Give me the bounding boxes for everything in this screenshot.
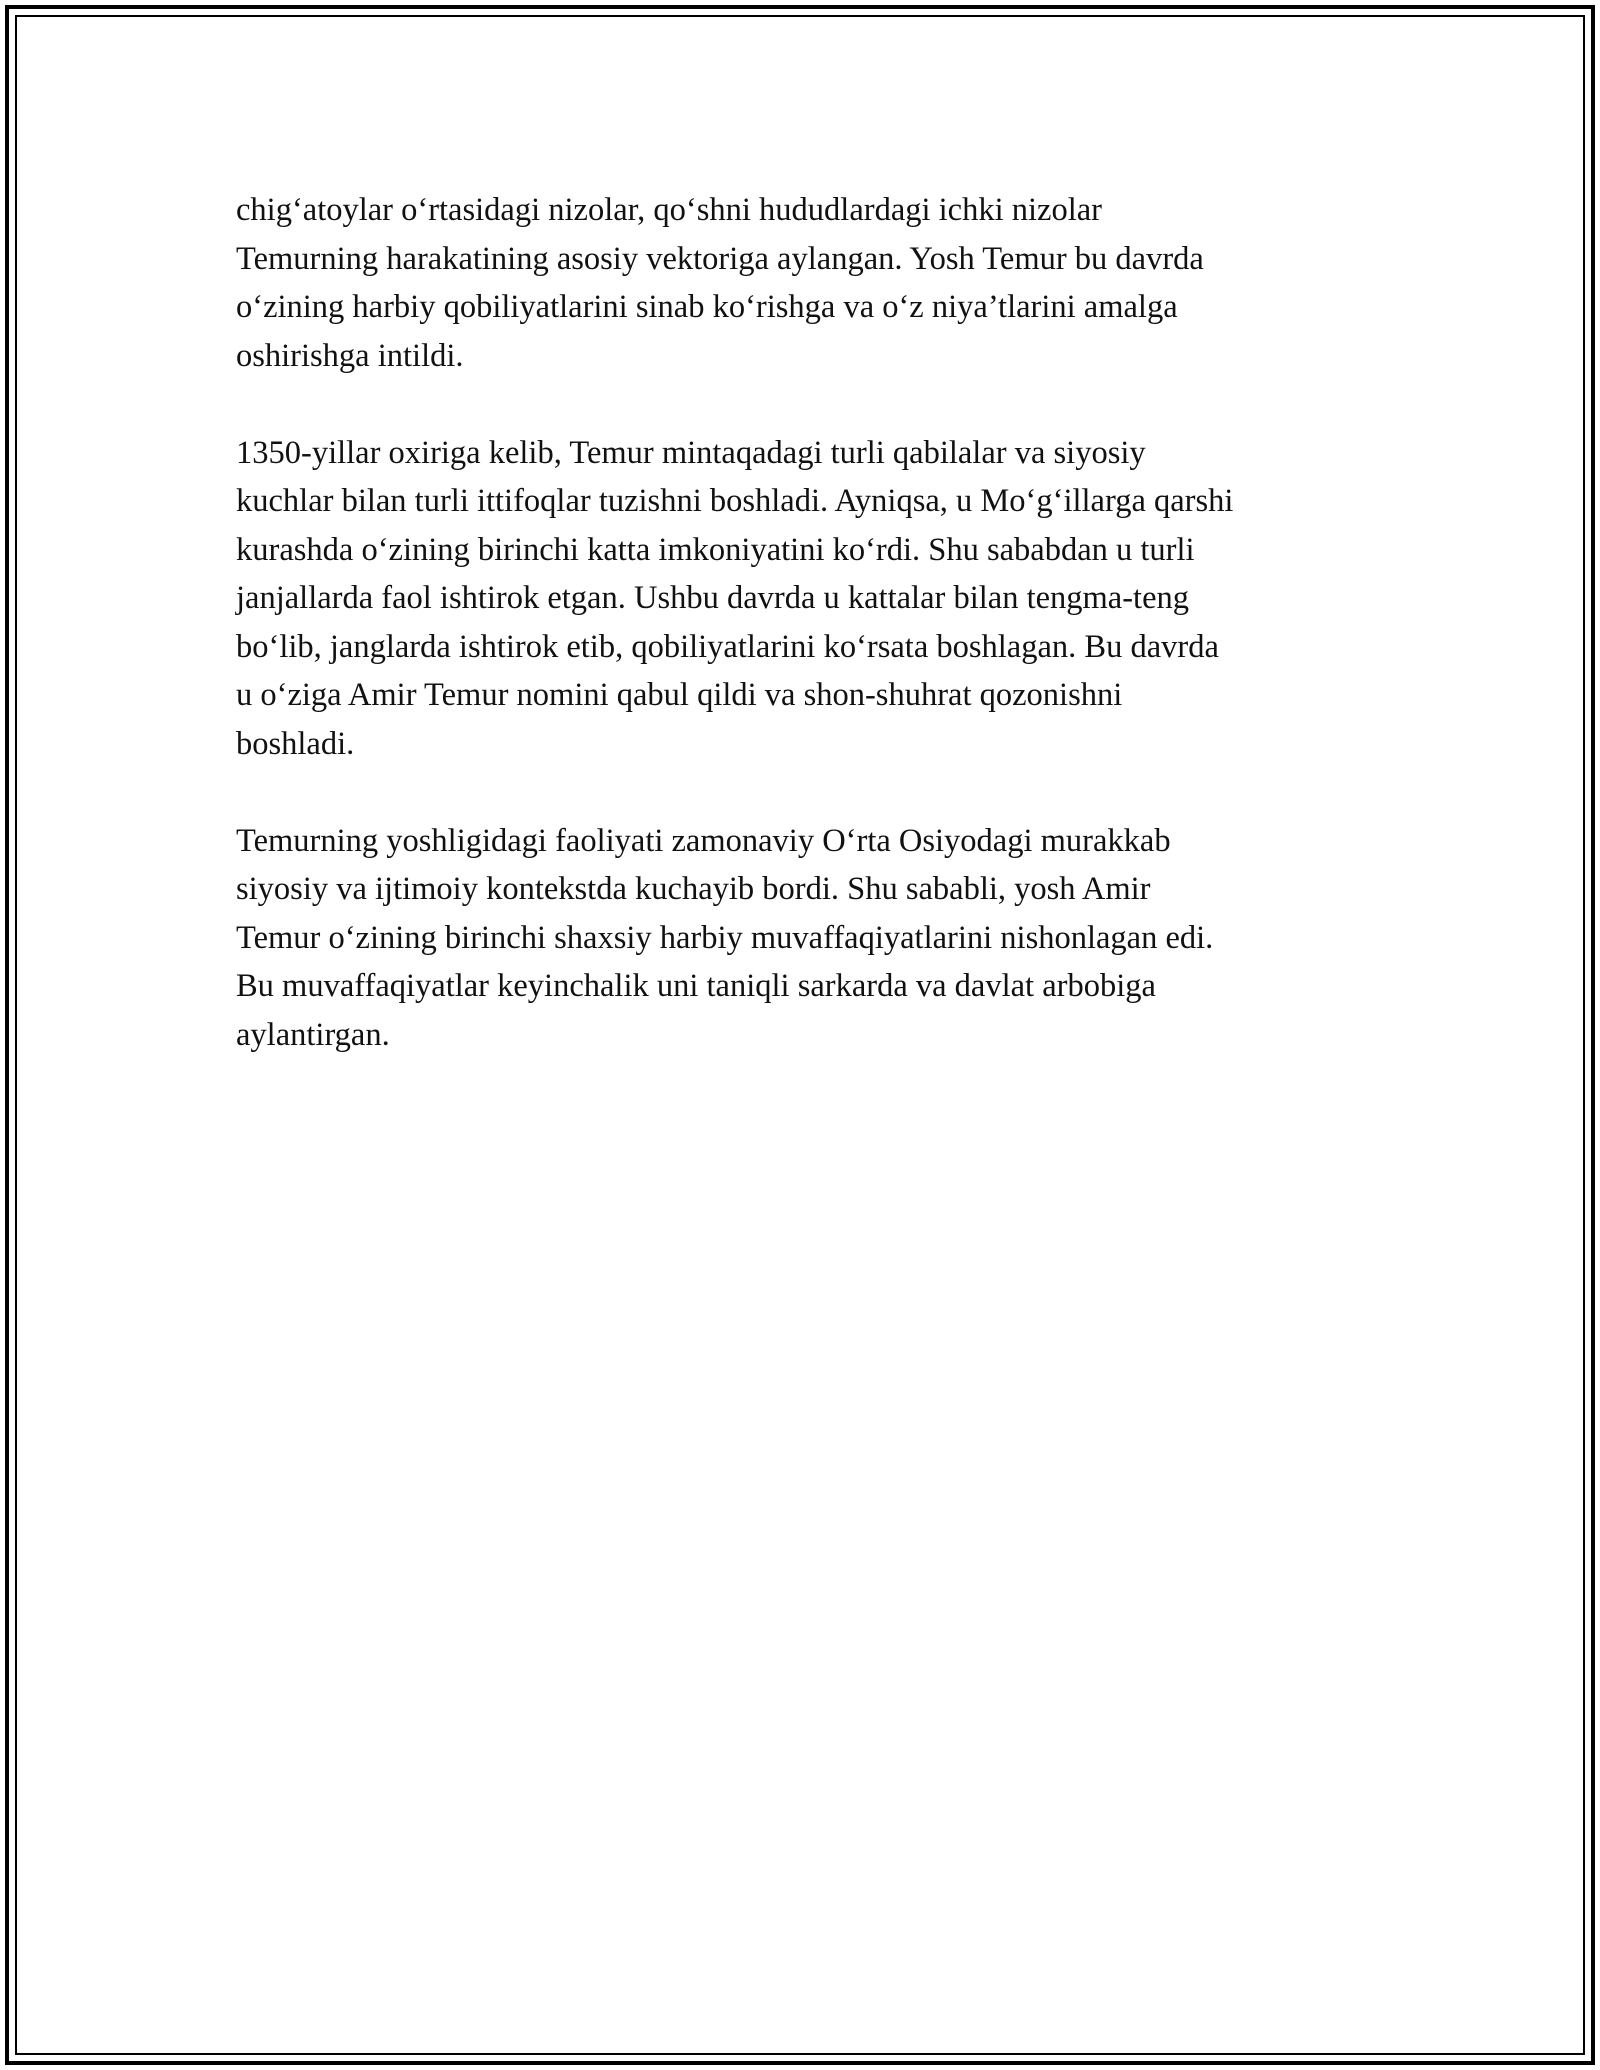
paragraph-3: Temurning yoshligidagi faoliyati zamonaviy O‘rta Osiyodagi murakkab siyosiy va ijtimoiy kontekstda kuchayib bordi. Shu sababli, yosh Amir Temur o‘zining birinchi shaxsiy harbiy muvaffaqiyatlarini nishonlagan edi. Bu muvaffaqiyatlar keyinchalik uni taniqli sarkarda va davlat arbobiga aylantirgan. [236, 822, 1214, 1053]
paragraph-2: 1350-yillar oxiriga kelib, Temur mintaqadagi turli qabilalar va siyosiy kuchlar bilan turli ittifoqlar tuzishni boshladi. Ayniqsa, u Mo‘g‘illarga qarshi kurashda o‘zining birinchi katta imkoniyatini ko‘rdi. Shu sababdan u turli janjallarda faol ishtirok etgan. Ushbu davrda u kattalar bilan tengma-teng bo‘lib, janglarda ishtirok etib, qobiliyatlarini ko‘rsata boshlagan. Bu davrda u o‘ziga Amir Temur nomini qabul qildi va shon-shuhrat qozonishni boshladi. [236, 434, 1234, 762]
document-body [236, 186, 1396, 1108]
paragraph-1: chig‘atoylar o‘rtasidagi nizolar, qo‘shni hududlardagi ichki nizolar Temurning harakatining asosiy vektoriga aylangan. Yosh Temur bu davrda o‘zining harbiy qobiliyatlarini sinab ko‘rishga va o‘z niya’tlarini amalga oshirishga intildi. [236, 192, 1204, 374]
